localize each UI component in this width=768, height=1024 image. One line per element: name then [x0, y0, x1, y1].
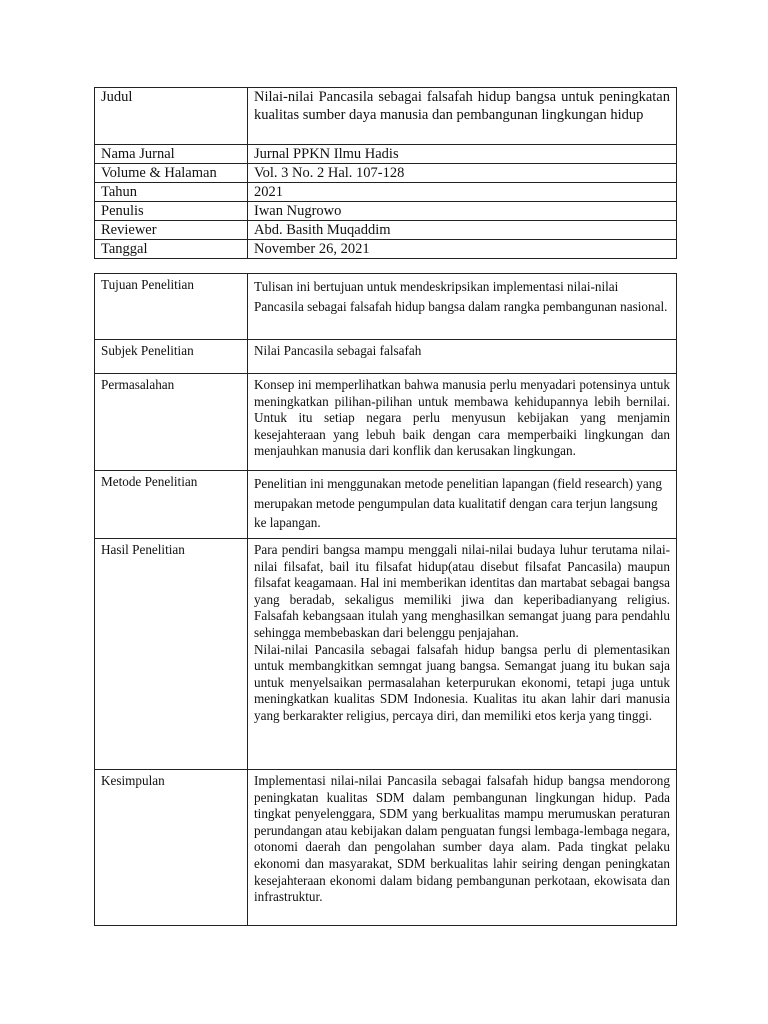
table-row [95, 202, 677, 221]
row-label-metode: Metode Penelitian [95, 471, 248, 539]
row-label-hasil: Hasil Penelitian [95, 539, 248, 770]
row-value-judul: Nilai-nilai Pancasila sebagai falsafah hidup bangsa untuk peningkatan kualitas sumber daya manusia dan pembangunan lingkungan hidup [248, 88, 677, 145]
row-value-volume: Vol. 3 No. 2 Hal. 107-128 [248, 164, 677, 183]
row-value-subjek: Nilai Pancasila sebagai falsafah [248, 340, 677, 374]
table-row [95, 240, 677, 259]
hasil-paragraph-1: Para pendiri bangsa mampu menggali nilai-nilai budaya luhur terutama nilai-nilai filsafat, bail itu filsafat hidup(atau disebut filsafat Pancasila) maupun filsafat keagamaan. Hal ini memberikan identitas dan martabat sebagai bangsa yang beradab, sekaligus memiliki jiwa dan keperibadianyang religius. Falsafah kebangsaan itulah yang menghasilkan semangat juang para pendahlu sehingga membebaskan dari belenggu penjajahan. [254, 542, 670, 640]
table-row [95, 183, 677, 202]
row-label-volume: Volume & Halaman [95, 164, 248, 183]
row-value-penulis: Iwan Nugrowo [248, 202, 677, 221]
row-value-tujuan: Tulisan ini bertujuan untuk mendeskripsikan implementasi nilai-nilai Pancasila sebagai falsafah hidup bangsa dalam rangka pembangunan nasional. [248, 274, 677, 340]
row-label-tanggal: Tanggal [95, 240, 248, 259]
row-value-reviewer: Abd. Basith Muqaddim [248, 221, 677, 240]
row-value-tanggal: November 26, 2021 [248, 240, 677, 259]
row-label-judul: Judul [95, 88, 248, 145]
table-row [95, 88, 677, 145]
table-row [95, 340, 677, 374]
table-row [95, 221, 677, 240]
row-value-tahun: 2021 [248, 183, 677, 202]
row-value-metode: Penelitian ini menggunakan metode penelitian lapangan (field research) yang merupakan metode pengumpulan data kualitatif dengan cara terjun langsung ke lapangan. [248, 471, 677, 539]
table-row [95, 770, 677, 926]
table-row [95, 274, 677, 340]
table-row [95, 374, 677, 471]
row-value-kesimpulan: Implementasi nilai-nilai Pancasila sebagai falsafah hidup bangsa mendorong peningkatan kualitas SDM dalam pembangunan lingkungan hidup. Pada tingkat penyelenggara, SDM yang berkualitas mampu merumuskan peraturan perundangan atau kebijakan dalam penguatan fungsi lembaga-lembaga negara, otonomi daerah dan pengolahan sumber daya alam. Pada tingkat pelaku ekonomi dan masyarakat, SDM berkualitas lahir seiring dengan peningkatan kesejahteraan ekonomi dalam bidang pembangunan perkotaan, ekowisata dan infrastruktur. [248, 770, 677, 926]
table-row [95, 471, 677, 539]
row-label-subjek: Subjek Penelitian [95, 340, 248, 374]
row-value-permasalahan: Konsep ini memperlihatkan bahwa manusia perlu menyadari potensinya untuk meningkatkan pilihan-pilihan untuk membawa kehidupannya lebih bernilai. Untuk itu setiap negara perlu menyusun kebijakan yang menjamin kesejahteraan yang lebuh baik dengan cara memperbaiki lingkungan dan menjauhkan manusia dari konflik dan kerusakan lingkungan. [248, 374, 677, 471]
review-content-table [94, 273, 677, 926]
row-label-tujuan: Tujuan Penelitian [95, 274, 248, 340]
row-value-hasil [248, 539, 677, 770]
table-row [95, 539, 677, 770]
row-label-penulis: Penulis [95, 202, 248, 221]
row-label-kesimpulan: Kesimpulan [95, 770, 248, 926]
table-row [95, 145, 677, 164]
row-label-permasalahan: Permasalahan [95, 374, 248, 471]
metadata-table [94, 87, 677, 259]
row-label-reviewer: Reviewer [95, 221, 248, 240]
hasil-paragraph-2: Nilai-nilai Pancasila sebagai falsafah hidup bangsa perlu di plementasikan untuk membangkitkan semngat juang bangsa. Semangat juang itu bukan saja untuk menyelsaikan permasalahan keterpurukan ekonomi, tetapi juga untuk meningkatkan kualitas SDM Indonesia. Kualitas itu akan lahir dari manusia yang berkarakter religius, percaya diri, dan memiliki etos kerja yang tinggi. [254, 641, 670, 723]
table-row [95, 164, 677, 183]
row-label-nama-jurnal: Nama Jurnal [95, 145, 248, 164]
row-label-tahun: Tahun [95, 183, 248, 202]
row-value-nama-jurnal: Jurnal PPKN Ilmu Hadis [248, 145, 677, 164]
